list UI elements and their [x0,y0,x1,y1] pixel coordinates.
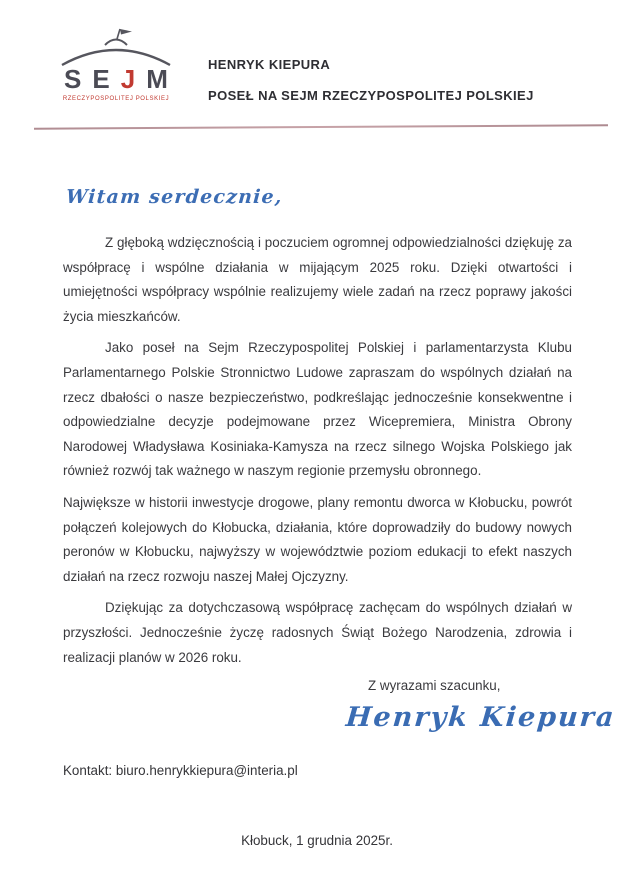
letter-body [63,231,572,677]
paragraph-2: Jako poseł na Sejm Rzeczypospolitej Polskiej i parlamentarzysta Klubu Parlamentarnego Polskie Stronnictwo Ludowe zapraszam do wspólnych działań na rzecz dbałości o nasze bezpieczeństwo, podkreślając jednocześnie konsekwentne i odpowiedzialne decyzje podejmowane przez Wicepremiera, Ministra Obrony Narodowej Władysława Kosiniaka-Kamysza na rzecz silnego Wojska Polskiego jak również rozwój tak ważnego w naszym regionie przemysłu obronnego. [63,340,572,479]
letterhead [208,57,534,103]
closing-salutation: Z wyrazami szacunku, [368,678,501,693]
sender-title: POSEŁ NA SEJM RZECZYPOSPOLITEJ POLSKIEJ [208,88,534,103]
sejm-wordmark [58,66,174,92]
contact-line: Kontakt: biuro.henrykkiepura@interia.pl [63,763,298,778]
paragraph-4: Dziękując za dotychczasową współpracę zachęcam do wspólnych działań w przyszłości. Jednocześnie życzę radosnych Świąt Bożego Narodzenia, zdrowia i realizacji planów w 2026 roku. [63,600,572,665]
sender-name: HENRYK KIEPURA [208,57,331,72]
greeting-script: Witam serdecznie, [65,186,284,208]
paragraph-1: Z głęboką wdzięcznością i poczuciem ogromnej odpowiedzialności dziękuję za współpracę i wspólne działania w mijającym 2025 roku. Dzięki otwartości i umiejętności współpracy wspólnie realizujemy wiele zadań na rzecz poprawy jakości życia mieszkańców. [63,235,572,324]
sejm-dome-icon [60,26,172,68]
sejm-letter-j: J [120,64,136,94]
sejm-letter-e: E [92,64,110,94]
sejm-letter-m: M [146,64,168,94]
sejm-letter-s: S [64,64,82,94]
sejm-logo [58,26,174,102]
place-date-line: Kłobuck, 1 grudnia 2025r. [241,833,393,848]
letterhead-divider [34,124,608,130]
signature-script: Henryk Kiepura [344,702,617,733]
sejm-logo-subtitle: RZECZYPOSPOLITEJ POLSKIEJ [62,96,170,102]
paragraph-3: Największe w historii inwestycje drogowe, plany remontu dworca w Kłobucku, powrót połączeń kolejowych do Kłobucka, działania, które doprowadziły do budowy nowych peronów w Kłobucku, najwyższy w województwie poziom edukacji to efekt naszych działań na rzecz rozwoju naszej Małej Ojczyzny. [63,494,572,584]
